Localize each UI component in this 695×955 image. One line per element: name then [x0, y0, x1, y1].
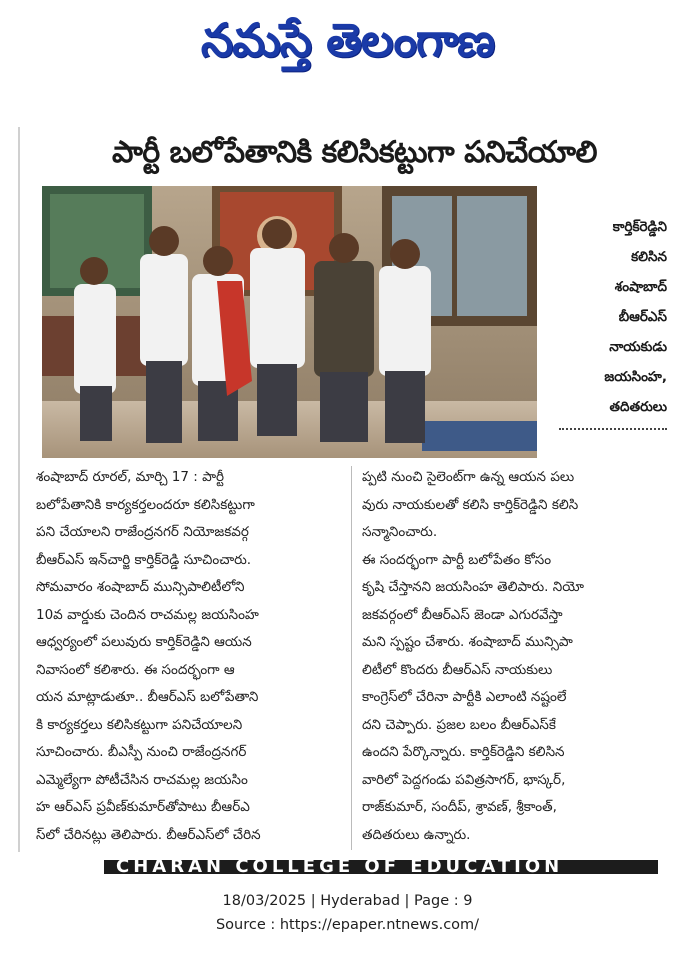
body-line: యన మాట్లాడుతూ.. బీఆర్‌ఎస్ బలోపేతాని: [36, 689, 259, 705]
newspaper-logo: నమస్తే తెలంగాణ: [200, 13, 495, 67]
article-column-1: [36, 464, 341, 849]
body-line: వురు నాయకులతో కలిసి కార్తిక్‌రెడ్డిని కలిసి: [362, 496, 579, 513]
body-line: దని చెప్పారు. ప్రజల బలం బీఆర్‌ఎస్‌కే: [362, 716, 556, 733]
caption-line: తదితరులు: [609, 399, 667, 415]
caption-line: శంషాబాద్: [614, 279, 667, 295]
group-photo-image: [42, 186, 537, 458]
caption-line: కార్తిక్‌రెడ్డిని: [612, 219, 667, 235]
caption-line: నాయకుడు: [609, 339, 667, 355]
body-line: సోమవారం శంషాబాద్ మున్సిపాలిటీలోని: [36, 579, 245, 595]
article-column-2: [362, 464, 667, 849]
body-line: రాజ్‌కుమార్, సందీప్, శ్రావణ్, శ్రీకాంత్,: [362, 799, 557, 815]
article-headline: పార్టీ బలోపేతానికి కలిసికట్టుగా పనిచేయాలి: [111, 135, 598, 170]
body-line: కాంగ్రెస్‌లో చేరినా పార్టీకి ఎలాంటి నష్టంలే: [362, 689, 567, 705]
photo-caption: [547, 212, 667, 422]
body-line: మని స్పష్టం చేశారు. శంషాబాద్ మున్సిపా: [362, 634, 573, 650]
body-line: నివాసంలో కలిశారు. ఈ సందర్భంగా ఆ: [36, 661, 235, 678]
body-line: తదితరులు ఉన్నారు.: [362, 826, 471, 843]
body-line: బీఆర్‌ఎస్ ఇన్‌చార్జి కార్తిక్‌రెడ్డి సూచించారు.: [36, 551, 252, 568]
caption-divider: [559, 428, 667, 430]
banner-text: CHARAN COLLEGE OF EDUCATION: [116, 860, 564, 874]
body-line: సన్మానించారు.: [362, 524, 438, 540]
body-line: ఆధ్వర్యంలో పలువురు కార్తిక్‌రెడ్డిని ఆయన: [36, 634, 252, 650]
body-line: వారిలో పెద్దగండు పవిత్రసాగర్, భాస్కర్,: [362, 771, 566, 788]
body-line: శంషాబాద్ రూరల్, మార్చి 17 : పార్టీ: [36, 469, 225, 485]
body-line: ఈ సందర్భంగా పార్టీ బలోపేతం కోసం: [362, 551, 552, 568]
caption-line: బీఆర్‌ఎస్: [618, 309, 667, 325]
body-line: ఉందని పేర్కొన్నారు. కార్తిక్‌రెడ్డిని కలిసిన: [362, 744, 565, 760]
body-line: పని చేయాలని రాజేంద్రనగర్ నియోజకవర్గ: [36, 524, 249, 540]
column-divider: [351, 466, 352, 850]
body-line: ప్పటి నుంచి సైలెంట్‌గా ఉన్న ఆయన పలు: [362, 469, 575, 485]
source-link[interactable]: Source : https://epaper.ntnews.com/: [215, 917, 480, 933]
caption-line: కలిసిన: [631, 249, 667, 265]
body-line: బలోపేతానికి కార్యకర్తలందరూ కలిసికట్టుగా: [36, 496, 255, 513]
body-line: హ ఆర్‌ఎస్ ప్రవీణ్‌కుమార్‌తోపాటు బీఆర్‌ఎ: [36, 799, 250, 815]
edition-info: 18/03/2025 | Hyderabad | Page : 9: [222, 893, 473, 909]
body-line: స్‌లో చేరినట్లు తెలిపారు. బీఆర్‌ఎస్‌లో చేరిన: [36, 826, 261, 843]
body-line: 10వ వార్డుకు చెందిన రాచమల్ల జయసింహ: [36, 606, 259, 623]
body-line: కి కార్యకర్తలు కలిసికట్టుగా పనిచేయాలని: [36, 716, 243, 733]
caption-line: జయసింహ,: [604, 369, 667, 385]
masthead: [0, 0, 695, 85]
left-margin-rule: [18, 127, 20, 852]
advertisement-banner: [104, 860, 658, 874]
body-line: జకవర్గంలో బీఆర్‌ఎస్ జెండా ఎగురవేస్తా: [362, 606, 563, 623]
body-line: ఎమ్మెల్యేగా పోటీచేసిన రాచమల్ల జయసిం: [36, 771, 248, 788]
body-line: కృషి చేస్తానని జయసింహ తెలిపారు. నియో: [362, 579, 584, 595]
body-line: సూచించారు. బీఎస్పీ నుంచి రాజేంద్రనగర్: [36, 744, 247, 760]
body-line: లిటీలో కొందరు బీఆర్‌ఎస్ నాయకులు: [362, 661, 553, 678]
article-photo: [42, 186, 537, 458]
